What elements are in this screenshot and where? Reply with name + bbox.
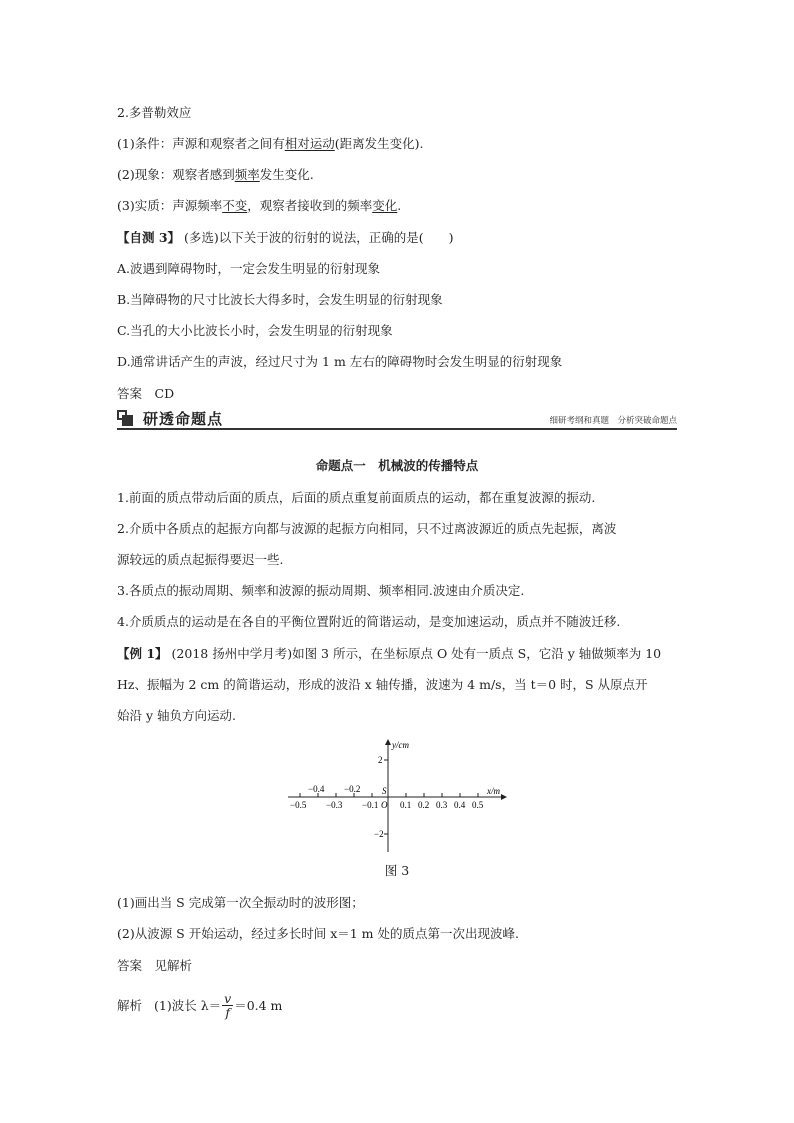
analysis-label: 解析 xyxy=(117,997,143,1013)
x-tick-neg0.1: −0.1 xyxy=(362,800,379,810)
section-title: 命题点一 机械波的传播特点 xyxy=(315,458,479,473)
doppler-condition: (1)条件：声源和观察者之间有相对运动(距离发生变化). xyxy=(117,136,424,151)
underlined-term: 变化 xyxy=(372,198,398,213)
self-test-stem: 【自测 3】 (多选)以下关于波的衍射的说法，正确的是( ) xyxy=(117,230,454,245)
x-tick-neg0.2: −0.2 xyxy=(344,784,361,794)
point-2: 2.介质中各质点的起振方向都与波源的起振方向相同，只不过离波源近的质点先起振，离波 xyxy=(117,521,617,536)
example-tag: 【例 1】 xyxy=(117,646,168,661)
x-tick-0.3: 0.3 xyxy=(436,800,448,810)
example-answer: 答案 见解析 xyxy=(117,958,193,973)
doppler-heading: 2.多普勒效应 xyxy=(117,105,192,120)
underlined-term: 频率 xyxy=(234,167,260,182)
example-line-3: 始沿 y 轴负方向运动. xyxy=(117,708,236,723)
option-a: A.波遇到障碍物时，一定会发生明显的衍射现象 xyxy=(117,261,381,276)
self-test-answer: 答案 CD xyxy=(117,386,175,401)
option-c: C.当孔的大小比波长小时，会发生明显的衍射现象 xyxy=(117,323,393,338)
analysis: 解析 (1)波长 λ＝ $\frac{v}{f}$ ＝0.4 m xyxy=(117,991,283,1020)
banner-tagline: 细研考纲和真题 分析突破命题点 xyxy=(549,416,677,426)
y-tick-2: 2 xyxy=(378,755,383,765)
doppler-essence: (3)实质：声源频率不变，观察者接收到的频率变化. xyxy=(117,198,402,213)
underlined-term: 相对运动 xyxy=(284,136,335,151)
doppler-phenomenon: (2)现象：观察者感到频率发生变化. xyxy=(117,167,314,182)
banner-title: 研透命题点 xyxy=(143,410,224,428)
option-b: B.当障碍物的尺寸比波长大得多时，会发生明显的衍射现象 xyxy=(117,292,443,307)
source-label: S xyxy=(382,786,387,796)
y-axis-label: y/cm xyxy=(392,740,409,750)
banner-square-icon xyxy=(117,410,133,426)
point-2-cont: 源较远的质点起振得要迟一些. xyxy=(117,552,284,567)
point-4: 4.介质质点的运动是在各自的平衡位置附近的简谐运动，是变加速运动，质点并不随波迁移. xyxy=(117,614,621,629)
question-1: (1)画出当 S 完成第一次全振动时的波形图； xyxy=(117,895,364,910)
fraction: $\frac{v}{f}$ xyxy=(224,991,232,1020)
underlined-term: 不变 xyxy=(222,198,248,213)
origin-label: O xyxy=(381,800,388,810)
x-axis-label: x/m xyxy=(487,786,500,796)
example-line-1: 【例 1】 (2018 扬州中学月考)如图 3 所示，在坐标原点 O 处有一质点 S，它沿 y 轴做频率为 10 xyxy=(117,646,662,661)
x-tick-0.1: 0.1 xyxy=(400,800,412,810)
figure-caption: 图 3 xyxy=(384,863,410,878)
example-line-2: Hz、振幅为 2 cm 的简谐运动，形成的波沿 x 轴传播，波速为 4 m/s，当 t＝0 时，S 从原点开 xyxy=(117,677,648,692)
point-1: 1.前面的质点带动后面的质点，后面的质点重复前面质点的运动，都在重复波源的振动. xyxy=(117,490,596,505)
question-2: (2)从波源 S 开始运动，经过多长时间 x＝1 m 处的质点第一次出现波峰. xyxy=(117,926,519,941)
banner-rule xyxy=(117,428,677,430)
x-tick-0.4: 0.4 xyxy=(454,800,466,810)
x-tick-0.5: 0.5 xyxy=(472,800,484,810)
x-tick-neg0.3: −0.3 xyxy=(326,800,343,810)
point-3: 3.各质点的振动周期、频率和波源的振动周期、频率相同.波速由介质决定. xyxy=(117,583,525,598)
y-tick-neg2: −2 xyxy=(374,829,384,839)
section-banner xyxy=(117,407,677,429)
x-tick-neg0.5: −0.5 xyxy=(290,800,307,810)
coordinate-figure xyxy=(280,736,520,856)
x-tick-neg0.4: −0.4 xyxy=(308,784,325,794)
x-tick-0.2: 0.2 xyxy=(418,800,430,810)
self-test-tag: 【自测 3】 xyxy=(117,230,181,245)
option-d: D.通常讲话产生的声波，经过尺寸为 1 m 左右的障碍物时会发生明显的衍射现象 xyxy=(117,354,563,369)
